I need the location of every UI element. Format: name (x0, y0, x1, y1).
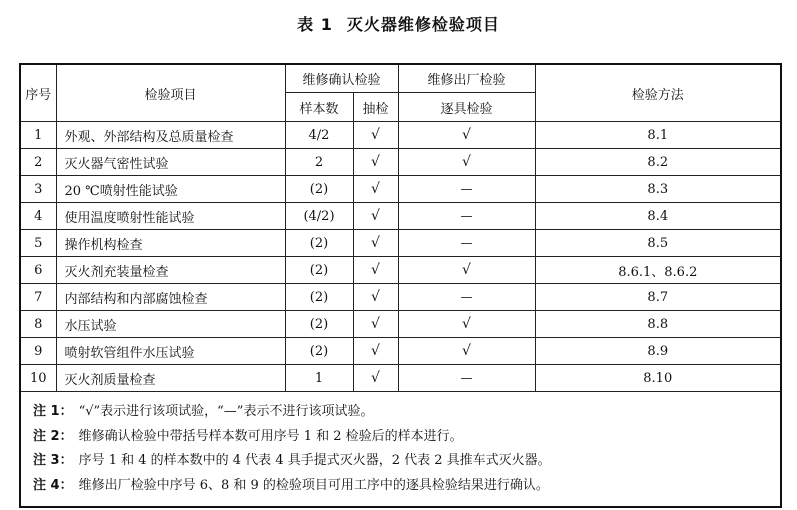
table-row (20, 311, 781, 338)
table-header (20, 64, 781, 122)
header-spot-check: 抽检 (353, 93, 398, 122)
cell-method: 8.5 (535, 230, 781, 257)
header-item: 检验项目 (56, 64, 285, 122)
table-body (20, 122, 781, 392)
note-line (33, 425, 768, 450)
cell-method: 8.2 (535, 149, 781, 176)
cell-seq: 4 (20, 203, 56, 230)
cell-sample-count: (2) (285, 257, 353, 284)
cell-sample-count: 1 (285, 365, 353, 392)
cell-seq: 6 (20, 257, 56, 284)
cell-method: 8.1 (535, 122, 781, 149)
cell-item: 灭火器气密性试验 (56, 149, 285, 176)
cell-method: 8.3 (535, 176, 781, 203)
table-number: 表 1 (297, 15, 333, 34)
cell-seq: 5 (20, 230, 56, 257)
cell-seq: 10 (20, 365, 56, 392)
table-row (20, 122, 781, 149)
cell-method: 8.10 (535, 365, 781, 392)
cell-seq: 8 (20, 311, 56, 338)
cell-each-check: — (398, 176, 535, 203)
table-row (20, 149, 781, 176)
note-text: 维修确认检验中带括号样本数可用序号 1 和 2 检验后的样本进行。 (78, 428, 463, 444)
table-notes (20, 392, 781, 508)
cell-sample-count: (2) (285, 284, 353, 311)
cell-spot-check: √ (353, 365, 398, 392)
cell-each-check: — (398, 203, 535, 230)
note-line (33, 474, 768, 499)
cell-item: 灭火剂质量检查 (56, 365, 285, 392)
cell-sample-count: (2) (285, 338, 353, 365)
header-seq: 序号 (20, 64, 56, 122)
note-text: 序号 1 和 4 的样本数中的 4 代表 4 具手提式灭火器，2 代表 2 具推车式灭火器。 (78, 453, 551, 468)
table-row (20, 257, 781, 284)
table-row (20, 338, 781, 365)
cell-each-check: √ (398, 122, 535, 149)
cell-method: 8.9 (535, 338, 781, 365)
header-confirm-group: 维修确认检验 (285, 64, 398, 93)
cell-item: 使用温度喷射性能试验 (56, 203, 285, 230)
cell-seq: 3 (20, 176, 56, 203)
cell-spot-check: √ (353, 284, 398, 311)
cell-each-check: √ (398, 311, 535, 338)
cell-each-check: √ (398, 149, 535, 176)
cell-spot-check: √ (353, 122, 398, 149)
table-row (20, 203, 781, 230)
cell-each-check: — (398, 230, 535, 257)
cell-seq: 1 (20, 122, 56, 149)
note-text: “√”表示进行该项试验，“—”表示不进行该项试验。 (78, 404, 374, 419)
cell-spot-check: √ (353, 230, 398, 257)
cell-spot-check: √ (353, 338, 398, 365)
cell-item: 内部结构和内部腐蚀检查 (56, 284, 285, 311)
notes-cell (20, 392, 781, 508)
cell-seq: 7 (20, 284, 56, 311)
cell-item: 灭火剂充装量检查 (56, 257, 285, 284)
cell-seq: 9 (20, 338, 56, 365)
cell-sample-count: (2) (285, 230, 353, 257)
note-label: 注 2： (33, 428, 73, 444)
cell-method: 8.8 (535, 311, 781, 338)
inspection-table (19, 63, 782, 508)
note-label: 注 3： (33, 453, 73, 468)
table-row (20, 176, 781, 203)
note-text: 维修出厂检验中序号 6、8 和 9 的检验项目可用工序中的逐具检验结果进行确认。 (78, 477, 549, 493)
cell-each-check: — (398, 284, 535, 311)
cell-item: 外观、外部结构及总质量检查 (56, 122, 285, 149)
note-label: 注 4： (33, 477, 73, 493)
cell-item: 操作机构检查 (56, 230, 285, 257)
table-caption: 灭火器维修检验项目 (346, 15, 500, 34)
cell-item: 20 ℃喷射性能试验 (56, 176, 285, 203)
header-method: 检验方法 (535, 64, 781, 122)
cell-method: 8.6.1、8.6.2 (535, 257, 781, 284)
header-sample-count: 样本数 (285, 93, 353, 122)
cell-item: 水压试验 (56, 311, 285, 338)
cell-item: 喷射软管组件水压试验 (56, 338, 285, 365)
cell-each-check: √ (398, 338, 535, 365)
table-row (20, 284, 781, 311)
cell-sample-count: (2) (285, 176, 353, 203)
cell-spot-check: √ (353, 203, 398, 230)
note-label: 注 1： (33, 404, 73, 419)
header-factory-group: 维修出厂检验 (398, 64, 535, 93)
cell-method: 8.4 (535, 203, 781, 230)
cell-sample-count: 4/2 (285, 122, 353, 149)
note-line (33, 400, 768, 425)
table-title (0, 12, 797, 35)
cell-sample-count: (4/2) (285, 203, 353, 230)
cell-sample-count: 2 (285, 149, 353, 176)
table-row (20, 230, 781, 257)
cell-spot-check: √ (353, 149, 398, 176)
cell-each-check: √ (398, 257, 535, 284)
cell-spot-check: √ (353, 176, 398, 203)
cell-spot-check: √ (353, 311, 398, 338)
cell-each-check: — (398, 365, 535, 392)
header-each-check: 逐具检验 (398, 93, 535, 122)
cell-seq: 2 (20, 149, 56, 176)
cell-sample-count: (2) (285, 311, 353, 338)
table-row (20, 365, 781, 392)
cell-method: 8.7 (535, 284, 781, 311)
cell-spot-check: √ (353, 257, 398, 284)
note-line (33, 449, 768, 474)
